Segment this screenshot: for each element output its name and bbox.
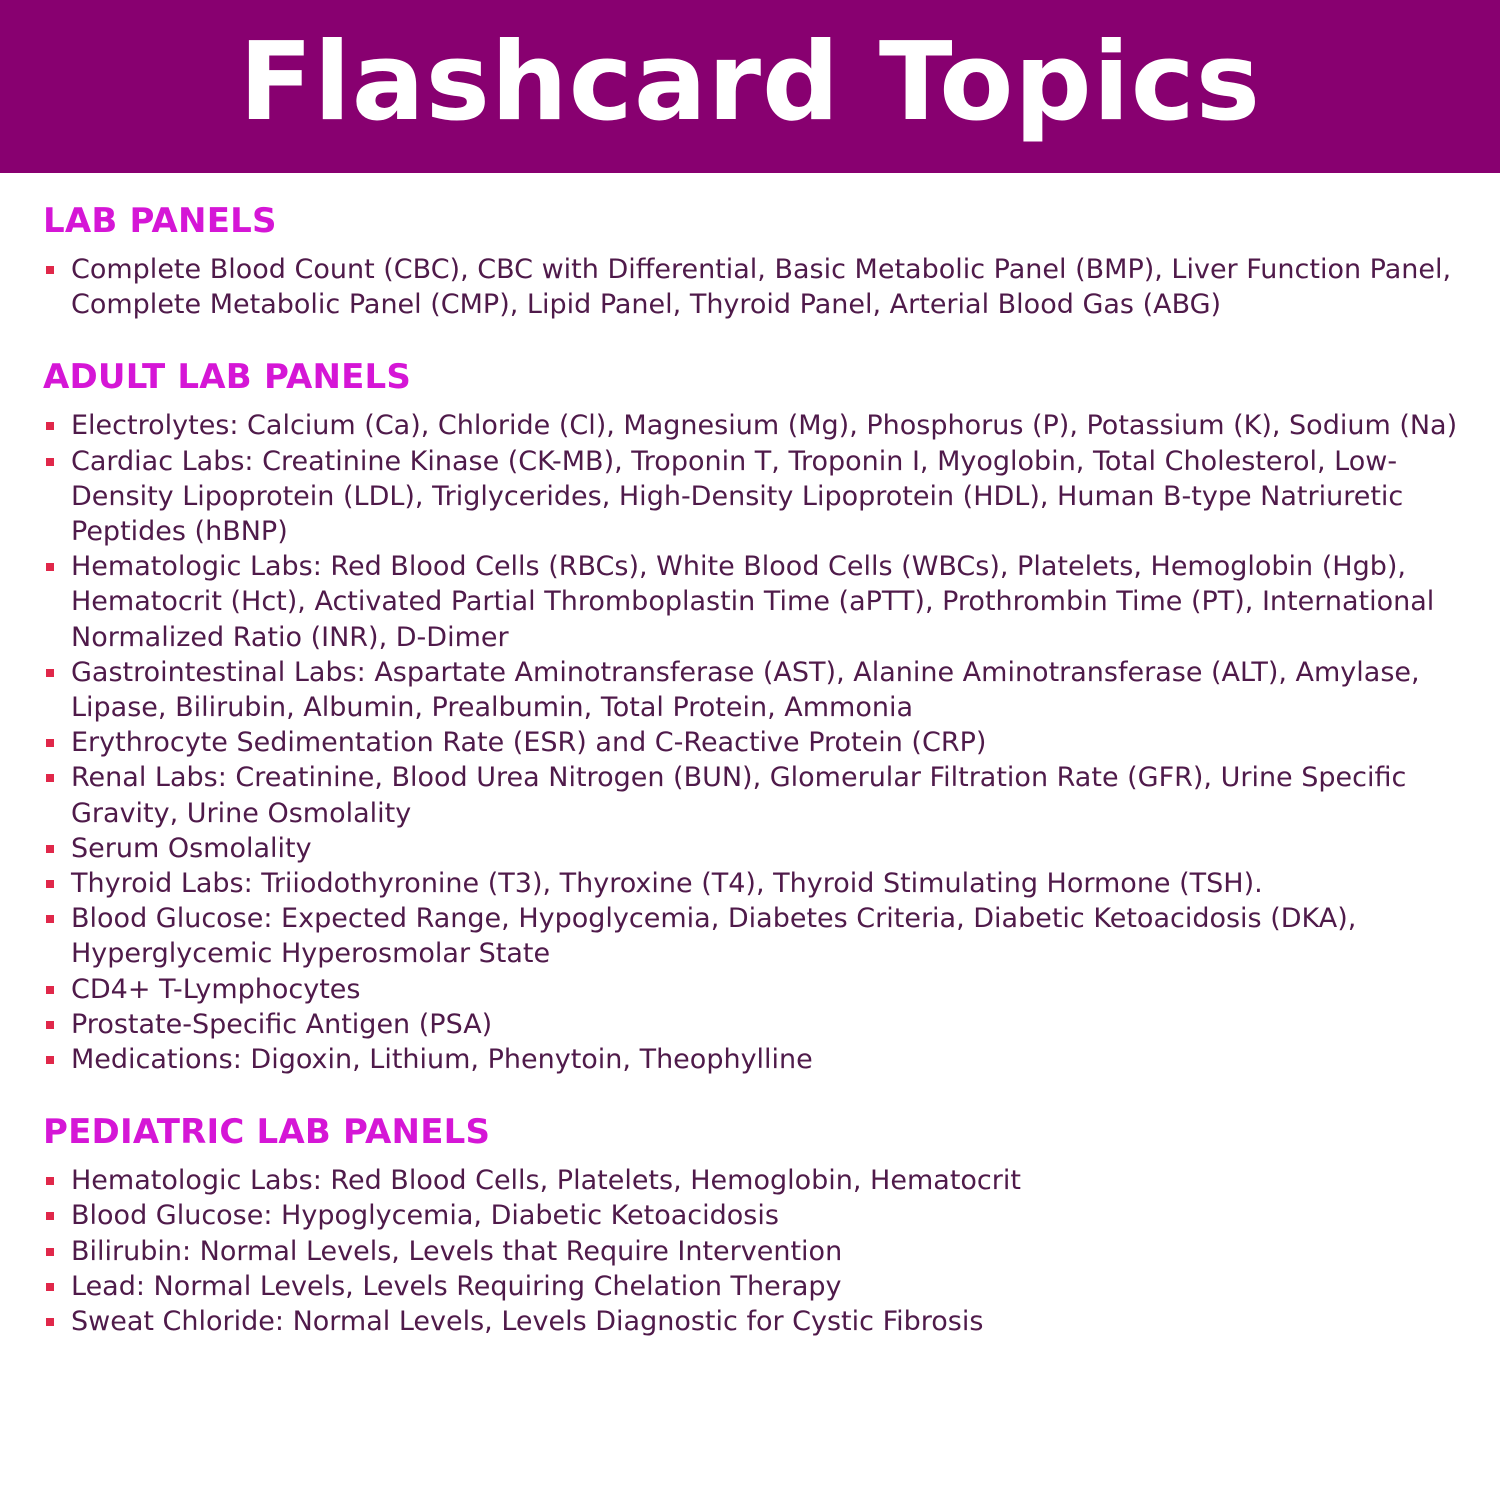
list-item-text: Erythrocyte Sedimentation Rate (ESR) and C-Reactive Protein (CRP) (71, 727, 987, 759)
list-item (43, 1234, 1473, 1269)
list-item (43, 972, 1473, 1007)
section-adult-lab-panels (43, 352, 1473, 1077)
square-bullet-icon (46, 1021, 54, 1029)
list-item-text: Cardiac Labs: Creatinine Kinase (CK-MB), Troponin T, Troponin I, Myoglobin, Total Cholesterol, Low-Density Lipoprotein (LDL), Triglycerides, High-Density Lipoprotein (HDL), Human B-type Natriuretic Peptides (hBNP) (71, 445, 1404, 548)
square-bullet-icon (46, 1283, 54, 1291)
list-item-text: Hematologic Labs: Red Blood Cells, Platelets, Hemoglobin, Hematocrit (71, 1165, 1021, 1197)
header-banner (0, 0, 1500, 173)
list-item-text: Lead: Normal Levels, Levels Requiring Chelation Therapy (71, 1270, 842, 1302)
list-item-text: Hematologic Labs: Red Blood Cells (RBCs), White Blood Cells (WBCs), Platelets, Hemoglobin (Hgb), Hematocrit (Hct), Activated Partial Thromboplastin Time (aPTT), Prothrombin Time (PT), International Normalized Ratio (INR), D-Dimer (71, 551, 1435, 653)
square-bullet-icon (46, 880, 54, 888)
list-item-text: Blood Glucose: Expected Range, Hypoglycemia, Diabetes Criteria, Diabetic Ketoacidosis (DKA), Hyperglycemic Hyperosmolar State (71, 903, 1357, 970)
list-item (43, 901, 1473, 971)
list-item-text: Electrolytes: Calcium (Ca), Chloride (Cl), Magnesium (Mg), Phosphorus (P), Potassium (K), Sodium (Na) (71, 410, 1458, 442)
list-item-text: Gastrointestinal Labs: Aspartate Aminotransferase (AST), Alanine Aminotransferase (ALT), Amylase, Lipase, Bilirubin, Albumin, Prealbumin, Total Protein, Ammonia (71, 656, 1420, 724)
square-bullet-icon (46, 774, 54, 782)
square-bullet-icon (46, 1177, 54, 1185)
square-bullet-icon (46, 986, 54, 994)
section-lab-panels (43, 196, 1473, 322)
list-item (43, 1269, 1473, 1304)
topics-content (43, 196, 1473, 1339)
square-bullet-icon (46, 915, 54, 923)
list-item (43, 866, 1473, 901)
list-item (43, 760, 1473, 830)
square-bullet-icon (46, 1248, 54, 1256)
list-item-text: Renal Labs: Creatinine, Blood Urea Nitrogen (BUN), Glomerular Filtration Rate (GFR), Urine Specific Gravity, Urine Osmolality (71, 762, 1407, 829)
page-title: Flashcard Topics (238, 19, 1262, 145)
list-item (43, 1163, 1473, 1198)
list-item (43, 1304, 1473, 1339)
list-item (43, 549, 1473, 655)
list-item-text: Bilirubin: Normal Levels, Levels that Require Intervention (71, 1235, 843, 1267)
square-bullet-icon (46, 1056, 54, 1064)
list-item-text: Medications: Digoxin, Lithium, Phenytoin, Theophylline (71, 1044, 813, 1076)
list-item-text: Sweat Chloride: Normal Levels, Levels Diagnostic for Cystic Fibrosis (71, 1306, 984, 1338)
topic-list (43, 1163, 1473, 1339)
section-heading: PEDIATRIC LAB PANELS (43, 1112, 491, 1153)
list-item-text: Serum Osmolality (71, 832, 312, 864)
square-bullet-icon (46, 739, 54, 747)
list-item-text: Complete Blood Count (CBC), CBC with Differential, Basic Metabolic Panel (BMP), Liver Function Panel, Complete Metabolic Panel (CMP), Lipid Panel, Thyroid Panel, Arterial Blood Gas (ABG) (71, 254, 1452, 321)
list-item (43, 831, 1473, 866)
list-item (43, 444, 1473, 550)
list-item-text: Blood Glucose: Hypoglycemia, Diabetic Ketoacidosis (71, 1200, 779, 1232)
topic-list (43, 408, 1473, 1077)
list-item (43, 1198, 1473, 1233)
list-item-text: CD4+ T-Lymphocytes (71, 973, 361, 1005)
square-bullet-icon (46, 845, 54, 853)
list-item-text: Thyroid Labs: Triiodothyronine (T3), Thyroxine (T4), Thyroid Stimulating Hormone (TSH). (71, 868, 1263, 900)
list-item (43, 252, 1473, 322)
list-item (43, 1007, 1473, 1042)
section-heading: LAB PANELS (43, 201, 277, 241)
square-bullet-icon (46, 266, 54, 274)
square-bullet-icon (46, 422, 54, 430)
section-heading: ADULT LAB PANELS (43, 357, 412, 398)
square-bullet-icon (46, 458, 54, 466)
list-item (43, 408, 1473, 443)
topic-list (43, 252, 1473, 322)
square-bullet-icon (46, 563, 54, 571)
list-item (43, 655, 1473, 725)
square-bullet-icon (46, 669, 54, 677)
square-bullet-icon (46, 1212, 54, 1220)
list-item (43, 1042, 1473, 1077)
list-item (43, 725, 1473, 760)
section-pediatric-lab-panels (43, 1107, 1473, 1339)
square-bullet-icon (46, 1318, 54, 1326)
list-item-text: Prostate-Specific Antigen (PSA) (71, 1008, 493, 1040)
